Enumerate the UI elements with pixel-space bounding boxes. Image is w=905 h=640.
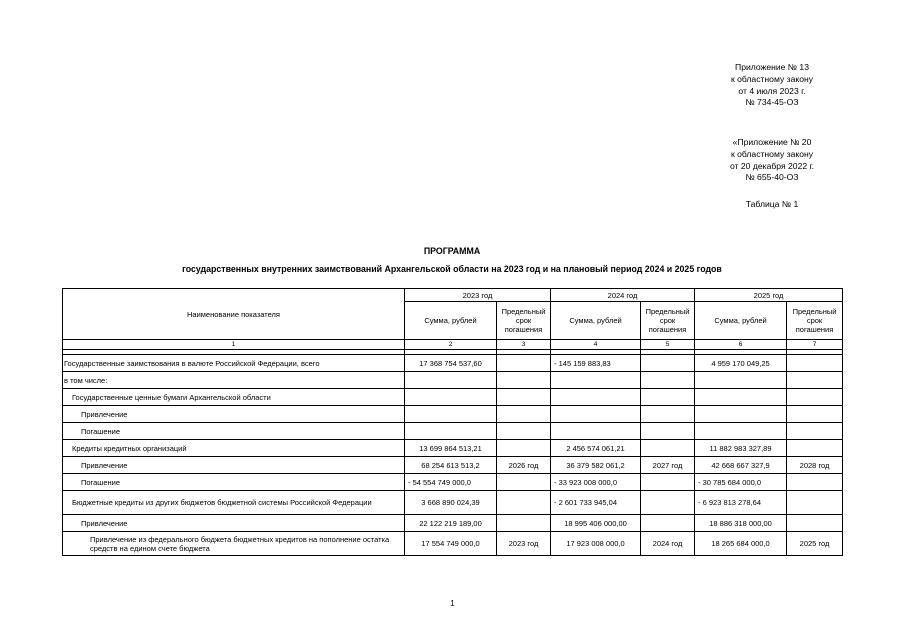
column-number: 7 [787, 340, 843, 350]
term-2024 [641, 389, 695, 406]
table-row-bank-loans-repayment [63, 474, 843, 491]
term-2023: 2026 год [497, 457, 551, 474]
row-name: Бюджетные кредиты из других бюджетов бюджетной системы Российской Федерации [63, 491, 405, 515]
table-row-bank-loans-attraction [63, 457, 843, 474]
annex-13-line-2: к областному закону [730, 73, 814, 84]
borrowing-program-table [62, 288, 843, 556]
term-2024 [641, 355, 695, 372]
column-number: 2 [405, 340, 497, 350]
header-indicator-name: Наименование показателя [63, 289, 405, 340]
column-number: 4 [551, 340, 641, 350]
sum-2025 [695, 389, 787, 406]
sum-2023: 22 122 219 189,00 [405, 515, 497, 532]
header-sum-2024: Сумма, рублей [551, 302, 641, 340]
column-number: 5 [641, 340, 695, 350]
header-year-2023: 2023 год [405, 289, 551, 302]
header-year-2025: 2025 год [695, 289, 843, 302]
term-2025: 2025 год [787, 532, 843, 556]
column-number: 6 [695, 340, 787, 350]
term-2023 [497, 372, 551, 389]
term-2023 [497, 474, 551, 491]
header-row-column-numbers [63, 340, 843, 350]
sum-2025 [695, 423, 787, 440]
table-row-budget-loans-attraction [63, 515, 843, 532]
table-row-securities-repayment [63, 423, 843, 440]
sum-2025: 42 668 667 327,9 [695, 457, 787, 474]
sum-2025 [695, 372, 787, 389]
term-2024 [641, 491, 695, 515]
row-name: Привлечение [63, 406, 405, 423]
table-row-securities-attraction [63, 406, 843, 423]
annex-20-line-3: от 20 декабря 2022 г. [729, 160, 814, 171]
table-label: Таблица № 1 [745, 199, 799, 209]
annex-13-line-1: Приложение № 13 [735, 62, 809, 72]
sum-2024: 36 379 582 061,2 [551, 457, 641, 474]
sum-2024 [551, 423, 641, 440]
sum-2025: 11 882 983 327,89 [695, 440, 787, 457]
sum-2023: 17 554 749 000,0 [405, 532, 497, 556]
row-name: Привлечение из федерального бюджета бюджетных кредитов на пополнение остатка средств на едином счете бюджета [63, 532, 405, 556]
term-2025 [787, 423, 843, 440]
annex-20-line-4: № 655-40-ОЗ [745, 172, 799, 183]
sum-2023: 17 368 754 537,60 [405, 355, 497, 372]
term-2024 [641, 474, 695, 491]
sum-2023 [405, 389, 497, 406]
sum-2025: 4 959 170 049,25 [695, 355, 787, 372]
term-2024 [641, 406, 695, 423]
annex-20-line-1: «Приложение № 20 [732, 137, 812, 147]
table-row-bank-loans [63, 440, 843, 457]
sum-2023: - 54 554 749 000,0 [405, 474, 497, 491]
term-2024: 2027 год [641, 457, 695, 474]
row-name: Привлечение [63, 457, 405, 474]
document-subtitle: государственных внутренних заимствований Архангельской области на 2023 год и на плановый период 2024 и 2025 годов [182, 264, 722, 274]
sum-2024: 2 456 574 061,21 [551, 440, 641, 457]
header-row-years [63, 289, 843, 302]
sum-2023: 13 699 864 513,21 [405, 440, 497, 457]
column-number: 3 [497, 340, 551, 350]
annex-13-reference [712, 62, 832, 109]
term-2025 [787, 474, 843, 491]
header-term-2025: Предельный срок погашения [787, 302, 843, 340]
sum-2025: - 6 923 813 278,64 [695, 491, 787, 515]
term-2023 [497, 491, 551, 515]
sum-2023 [405, 372, 497, 389]
table-row-budget-loans [63, 491, 843, 515]
annex-13-line-4: № 734-45-ОЗ [745, 97, 799, 108]
term-2025 [787, 491, 843, 515]
term-2023 [497, 355, 551, 372]
row-name: в том числе: [63, 372, 405, 389]
sum-2024 [551, 406, 641, 423]
sum-2024 [551, 389, 641, 406]
term-2024 [641, 372, 695, 389]
page-number: 1 [450, 599, 455, 608]
sum-2023: 68 254 613 513,2 [405, 457, 497, 474]
term-2024 [641, 423, 695, 440]
term-2025 [787, 406, 843, 423]
term-2025 [787, 389, 843, 406]
term-2023 [497, 406, 551, 423]
sum-2024: 17 923 008 000,0 [551, 532, 641, 556]
sum-2024: 18 995 406 000,00 [551, 515, 641, 532]
term-2025 [787, 355, 843, 372]
row-name: Государственные заимствования в валюте Российской Федерации, всего [63, 355, 405, 372]
sum-2025: - 30 785 684 000,0 [695, 474, 787, 491]
document-title: ПРОГРАММА [423, 246, 481, 256]
term-2025 [787, 372, 843, 389]
sum-2024: - 145 159 883,83 [551, 355, 641, 372]
annex-20-reference [712, 137, 832, 184]
term-2023 [497, 389, 551, 406]
term-2023 [497, 515, 551, 532]
header-sum-2025: Сумма, рублей [695, 302, 787, 340]
table-row-total [63, 355, 843, 372]
term-2024 [641, 440, 695, 457]
header-year-2024: 2024 год [551, 289, 695, 302]
term-2025: 2028 год [787, 457, 843, 474]
term-2023: 2023 год [497, 532, 551, 556]
header-sum-2023: Сумма, рублей [405, 302, 497, 340]
column-number: 1 [63, 340, 405, 350]
sum-2023: 3 668 890 024,39 [405, 491, 497, 515]
row-name: Государственные ценные бумаги Архангельской области [63, 389, 405, 406]
table-row-securities [63, 389, 843, 406]
row-name: Погашение [63, 474, 405, 491]
annex-13-line-3: от 4 июля 2023 г. [738, 85, 806, 96]
row-name: Кредиты кредитных организаций [63, 440, 405, 457]
term-2025 [787, 440, 843, 457]
sum-2024: - 33 923 008 000,0 [551, 474, 641, 491]
table-row-including [63, 372, 843, 389]
sum-2025: 18 886 318 000,00 [695, 515, 787, 532]
annex-20-line-2: к областному закону [730, 148, 814, 159]
term-2025 [787, 515, 843, 532]
sum-2025 [695, 406, 787, 423]
term-2023 [497, 440, 551, 457]
row-name: Погашение [63, 423, 405, 440]
term-2024 [641, 515, 695, 532]
header-term-2023: Предельный срок погашения [497, 302, 551, 340]
table-row-federal-budget-attraction [63, 532, 843, 556]
row-name: Привлечение [63, 515, 405, 532]
sum-2023 [405, 423, 497, 440]
sum-2025: 18 265 684 000,0 [695, 532, 787, 556]
sum-2024: - 2 601 733 945,04 [551, 491, 641, 515]
sum-2023 [405, 406, 497, 423]
term-2024: 2024 год [641, 532, 695, 556]
sum-2024 [551, 372, 641, 389]
header-term-2024: Предельный срок погашения [641, 302, 695, 340]
term-2023 [497, 423, 551, 440]
